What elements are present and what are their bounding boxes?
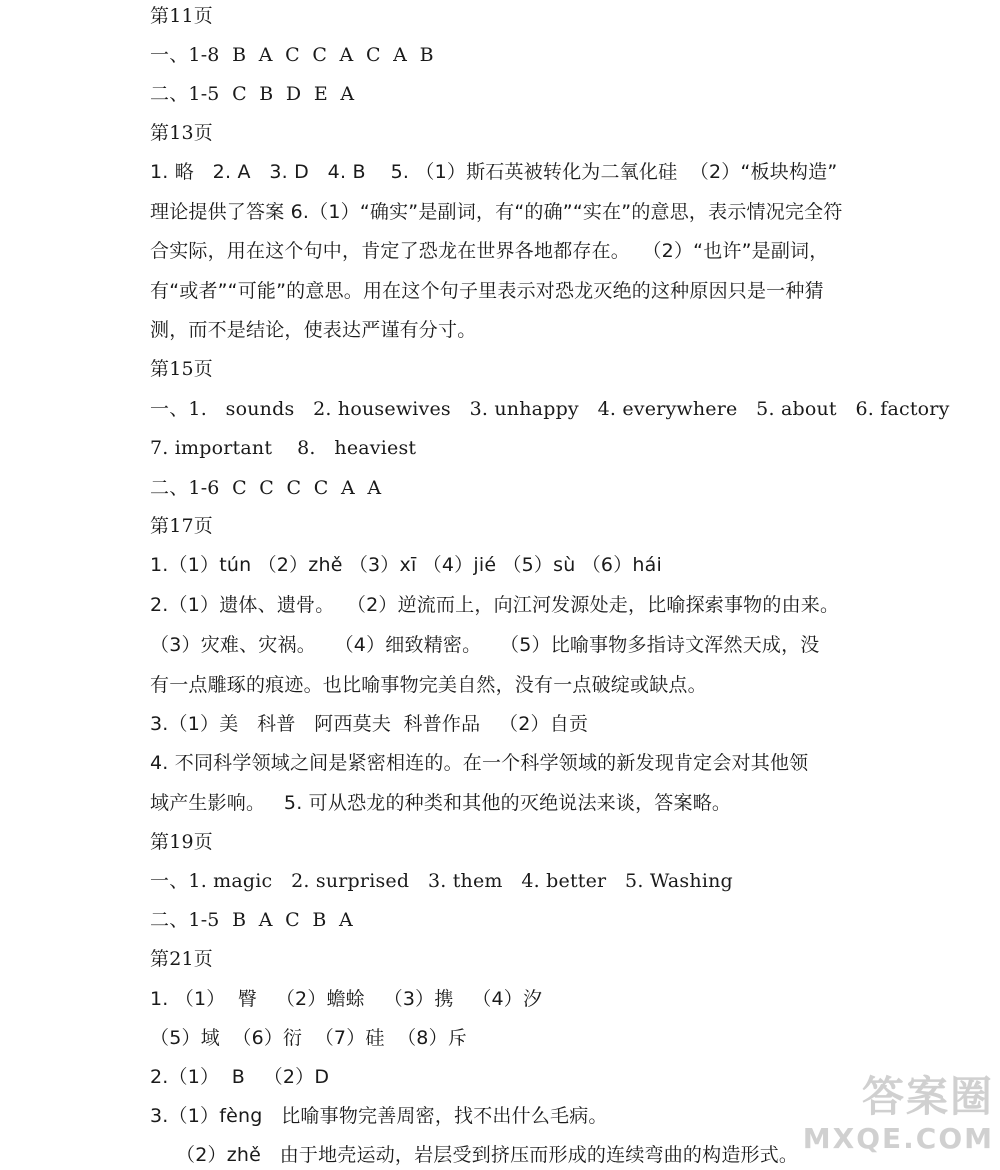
answer-line: 合实际，用在这个句中，肯定了恐龙在世界各地都存在。 （2）“也许”是副词， [150, 240, 829, 262]
answer-line: 4. 不同科学领域之间是紧密相连的。在一个科学领域的新发现肯定会对其他领 [150, 752, 809, 774]
answer-line: 有“或者”“可能”的意思。用在这个句子里表示对恐龙灭绝的这种原因只是一种猜 [150, 280, 824, 302]
answer-line: 1. 略 2. A 3. D 4. B 5. （1）斯石英被转化为二氧化硅 （2）“板块构造” [150, 161, 838, 183]
page-heading-17: 第17页 [150, 515, 213, 537]
answer-line: 一、1. sounds 2. housewives 3. unhappy 4. everywhere 5. about 6. factory [150, 398, 950, 420]
answer-line: 2.（1）遗体、遗骨。 （2）逆流而上，向江河发源处走，比喻探索事物的由来。 [150, 594, 840, 616]
answer-line: （2）zhě 由于地壳运动，岩层受到挤压而形成的连续弯曲的构造形式。 [176, 1144, 799, 1166]
answer-line: 7. important 8. heaviest [150, 437, 417, 459]
answer-line: 一、1-8 B A C C A C A B [150, 44, 434, 66]
answer-line: （5）域 （6）衍 （7）硅 （8）斥 [150, 1027, 467, 1049]
answer-line: 1. （1） 臀 （2）蟾蜍 （3）携 （4）汐 [150, 988, 543, 1010]
answer-line: 二、1-5 C B D E A [150, 83, 355, 105]
watermark-logo [794, 1072, 994, 1164]
answer-line: （3）灾难、灾祸。 （4）细致精密。 （5）比喻事物多指诗文浑然天成，没 [150, 634, 820, 656]
answer-line: 3.（1）fèng 比喻事物完善周密，找不出什么毛病。 [150, 1105, 608, 1127]
watermark-top-text: 答案圈 [861, 1072, 994, 1121]
page-heading-13: 第13页 [150, 122, 213, 144]
answer-line: 二、1-5 B A C B A [150, 909, 353, 931]
answer-line: 1.（1）tún （2）zhě （3）xī （4）jié （5）sù （6）hái [150, 554, 662, 576]
answer-line: 3.（1）美 科普 阿西莫夫 科普作品 （2）自贡 [150, 713, 589, 735]
page-heading-11: 第11页 [150, 5, 213, 27]
answer-line: 理论提供了答案 6.（1）“确实”是副词，有“的确”“实在”的意思，表示情况完全符 [150, 201, 843, 223]
answer-line: 有一点雕琢的痕迹。也比喻事物完美自然，没有一点破绽或缺点。 [150, 674, 707, 696]
page-heading-19: 第19页 [150, 831, 213, 853]
page-heading-21: 第21页 [150, 948, 213, 970]
page-heading-15: 第15页 [150, 358, 213, 380]
answer-line: 2.（1） B （2）D [150, 1066, 330, 1088]
answer-line: 测，而不是结论，使表达严谨有分寸。 [150, 319, 477, 341]
watermark-bottom-text: MXQE.COM [802, 1122, 994, 1155]
answer-line: 二、1-6 C C C C A A [150, 477, 382, 499]
answer-line: 域产生影响。 5. 可从恐龙的种类和其他的灭绝说法来谈，答案略。 [150, 792, 732, 814]
answer-line: 一、1. magic 2. surprised 3. them 4. better 5. Washing [150, 870, 733, 892]
